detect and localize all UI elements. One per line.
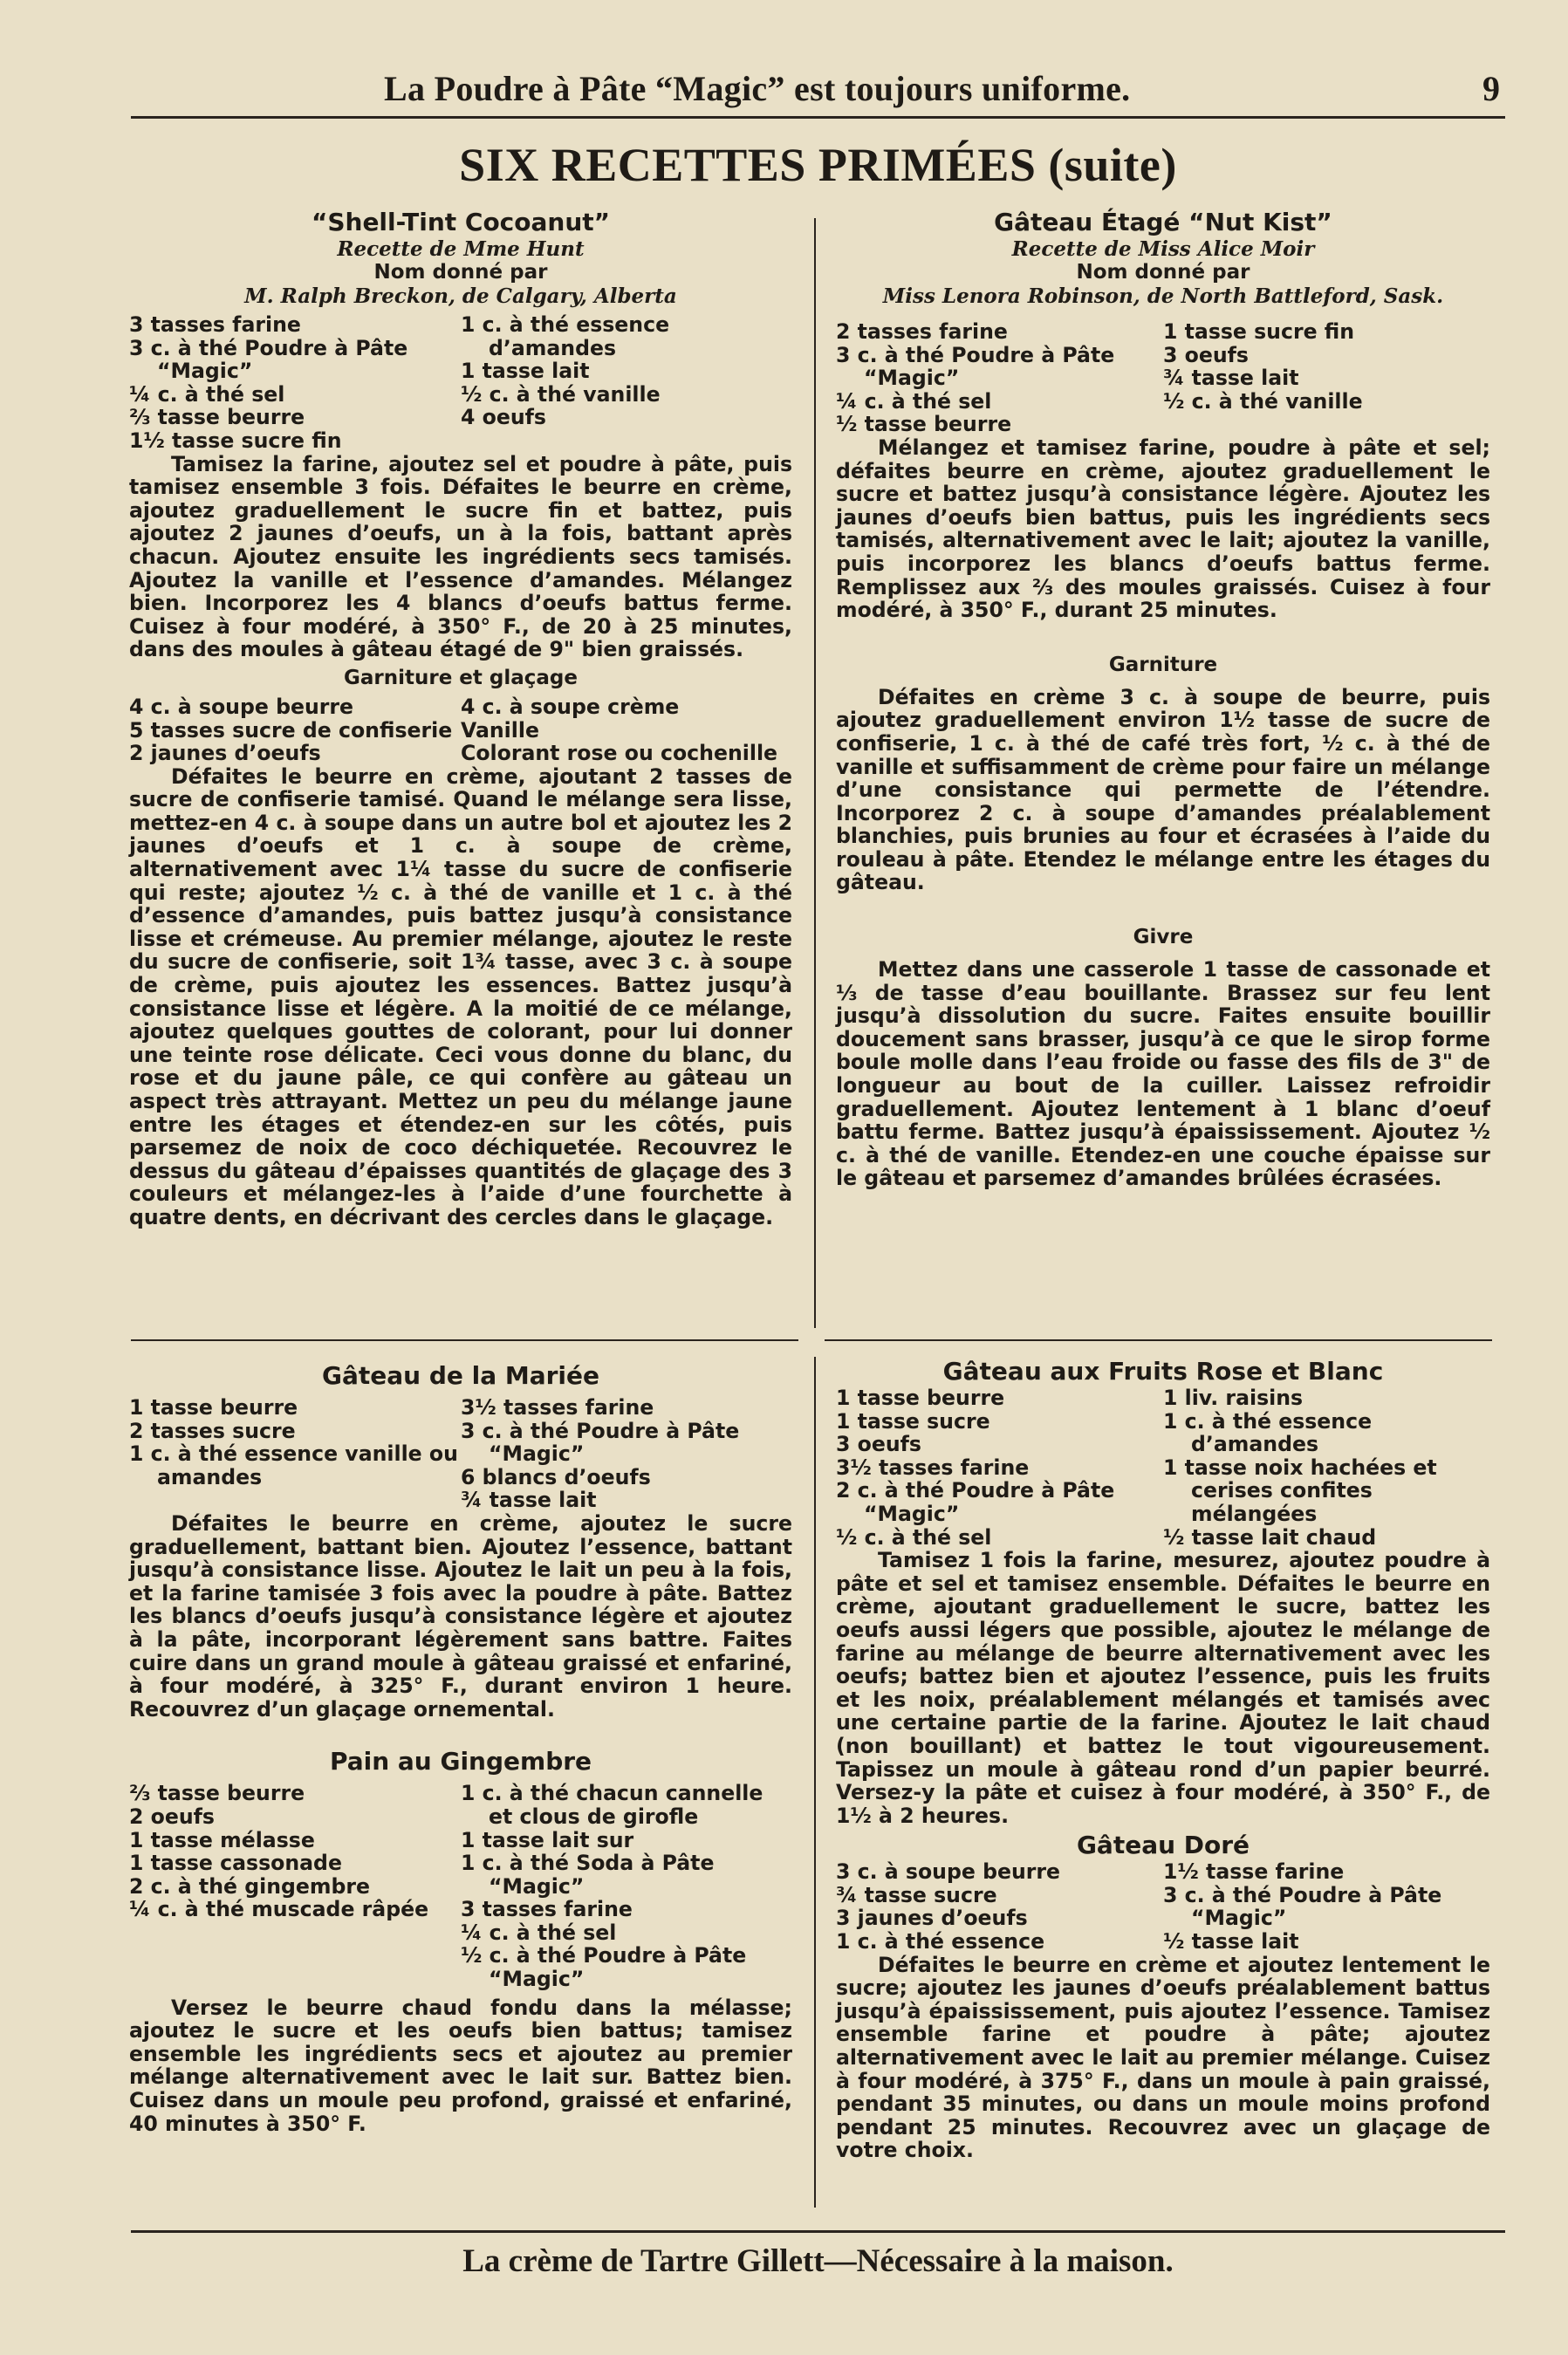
ingredient: 1 c. à thé essence d’amandes (1163, 1408, 1373, 1457)
ingredient: ½ c. à thé sel (836, 1524, 992, 1550)
garnish-method: Défaites le beurre en crème, ajoutant 2 tasses de sucre de confiserie tamisé. Quand le mélange sera lisse, mettez-en 4 c. à soupe dans un autre bol et ajoutez les 2 jaunes d’oeufs et 1 c. à soupe de crème, alternativement avec 1¼ tasse du sucre de confiserie qui reste; ajoutez ½ c. à thé de vanille et 1 c. à thé d’essence d’amandes, puis battez jusqu’à consistance lisse et crémeuse. Au premier mélange, ajoutez le reste du sucre de confiserie, soit 1¾ tasse, avec 3 c. à soupe de crème, puis ajoutez les essences. Battez jusqu’à consistance lisse et légère. A la moitié de ce mélange, ajoutez quelques gouttes de colorant, pour lui donner une teinte rose délicate. Ceci vous donne du blanc, du rose et du jaune pâle, ce qui confère au gâteau un aspect très attrayant. Mettez un peu du mélange jaune entre les étages et étendez-en sur les côtés, puis parsemez de noix de coco déchiquetée. Recouvrez le dessus du gâteau d’épaisses quantités de glaçage des 3 couleurs et mélangez-les à l’aide d’une fourchette à quatre dents, en décrivant des cercles dans le glaçage. (129, 763, 792, 1229)
ingredient: ½ c. à thé Poudre à Pâte “Magic” (461, 1943, 747, 1992)
garnish-title: Garniture (1108, 653, 1218, 676)
garnish-method: Défaites en crème 3 c. à soupe de beurre, puis ajoutez graduellement environ 1½ tasse de sucre de confiserie, 1 c. à thé de café très fort, ½ c. à thé de vanille et suffisamment de crème pour faire un mélange d’une consistance qui permette de l’étendre. Incorporez 2 c. à soupe d’amandes préalablement blanchies, puis brunies au four et écrasées à l’aide du rouleau à pâte. Etendez le mélange entre les étages du gâteau. (836, 684, 1490, 895)
ingredient: 1 tasse beurre (129, 1395, 298, 1420)
ingredient: 2 c. à thé gingembre (129, 1873, 370, 1899)
ingredient: 1 c. à thé essence d’amandes (461, 312, 670, 360)
recipe-credit: Recette de Mme Hunt (337, 237, 585, 261)
ingredient: 1½ tasse farine (1163, 1859, 1345, 1885)
ingredient: Colorant rose ou cochenille (461, 741, 778, 766)
recipe-column-bottom-left (129, 1361, 792, 2135)
running-title: La Poudre à Pâte “Magic” est toujours uniforme. (384, 69, 1131, 108)
ingredient: 6 blancs d’oeufs (461, 1464, 651, 1489)
ingredient: 3 c. à thé Poudre à Pâte “Magic” (461, 1418, 740, 1467)
ingredient: 2 tasses farine (836, 319, 1008, 344)
ingredient: 1 tasse lait (461, 359, 590, 384)
ingredient-list (836, 320, 1490, 436)
ingredient: 3 c. à thé Poudre à Pâte “Magic” (836, 342, 1115, 391)
ingredient: 3 tasses farine (461, 1897, 633, 1922)
ingredient: 1 tasse beurre (836, 1386, 1005, 1410)
ingredient: 1 c. à thé chacun cannelle et clous de girofle (461, 1781, 763, 1829)
ingredient: 3½ tasses farine (836, 1455, 1030, 1480)
recipe-credit-name: M. Ralph Breckon, de Calgary, Alberta (244, 284, 677, 308)
ingredient: 4 c. à soupe beurre (129, 694, 354, 719)
ingredient: 2 tasses sucre (129, 1418, 296, 1443)
footer-rule (131, 2230, 1505, 2233)
ingredient: 1 tasse mélasse (129, 1827, 315, 1852)
recipe-title: Gâteau Doré (1076, 1831, 1250, 1860)
ingredient: ¼ c. à thé sel (461, 1920, 617, 1945)
ingredient: 1 c. à thé essence vanille ou amandes (129, 1441, 458, 1489)
running-header (131, 68, 1505, 119)
garnish-title: Garniture et glaçage (343, 666, 578, 689)
column-divider-bottom (814, 1357, 816, 2208)
ingredient-list (129, 1782, 792, 1990)
ingredient-list (129, 313, 792, 453)
ingredient: ⅔ tasse beurre (129, 405, 305, 430)
recipe-title: Gâteau aux Fruits Rose et Blanc (942, 1357, 1384, 1386)
ingredient: 1 tasse cassonade (129, 1851, 342, 1876)
recipe-method: Versez le beurre chaud fondu dans la mélasse; ajoutez le sucre et les oeufs bien battus; tamisez ensemble les ingrédients secs et ajoutez au premier mélange alternativement avec le lait sur. Battez bien. Cuisez dans un moule peu profond, graissé et enfariné, 40 minutes à 350° F. (129, 1995, 792, 2136)
recipe-shell-tint-cocoanut (129, 208, 792, 1229)
ingredient: ⅔ tasse beurre (129, 1781, 305, 1806)
recipe-title: Gâteau Étagé “Nut Kist” (994, 208, 1332, 236)
recipe-credit-name: Miss Lenora Robinson, de North Battleford, Sask. (882, 284, 1444, 308)
ingredient: 2 oeufs (129, 1804, 215, 1829)
ingredient: 1½ tasse sucre fin (129, 428, 342, 453)
ingredient-list (836, 1860, 1490, 1953)
ingredient: Vanille (461, 717, 539, 743)
ingredient: ¾ tasse lait (1163, 366, 1299, 391)
ingredient: 4 c. à soupe crème (461, 694, 680, 719)
section-divider-right (825, 1339, 1492, 1341)
garnish-ingredient-list (129, 695, 792, 765)
page-title: SIX RECETTES PRIMÉES (suite) (459, 139, 1177, 191)
recipe-method: Tamisez la farine, ajoutez sel et poudre à pâte, puis tamisez ensemble 3 fois. Défaites le beurre en crème, ajoutez graduellement le sucre fin et battez, puis ajoutez 2 jaunes d’oeufs, un à la fois, battant après chacun. Ajoutez ensuite les ingrédients secs tamisés. Ajoutez la vanille et l’essence d’amandes. Mélangez bien. Incorporez les 4 blancs d’oeufs battus ferme. Cuisez à four modéré, à 350° F., de 20 à 25 minutes, dans des moules à gâteau étagé de 9" bien graissés. (129, 451, 792, 662)
ingredient: 1 liv. raisins (1163, 1386, 1304, 1410)
ingredient: 3 oeufs (836, 1432, 921, 1457)
ingredient: ¾ tasse sucre (836, 1882, 997, 1907)
ingredient: ½ c. à thé vanille (461, 381, 661, 407)
footer-slogan: La crème de Tartre Gillett—Nécessaire à la maison. (462, 2243, 1174, 2279)
column-divider-top (814, 218, 816, 1328)
ingredient: 3½ tasses farine (461, 1395, 654, 1420)
ingredient: ½ tasse lait (1163, 1929, 1299, 1955)
ingredient: 3 c. à soupe beurre (836, 1859, 1061, 1885)
ingredient: ¼ c. à thé muscade râpée (129, 1897, 429, 1922)
ingredient: 3 jaunes d’oeufs (836, 1906, 1028, 1931)
ingredient: 1 tasse lait sur (461, 1827, 634, 1852)
ingredient: ¼ c. à thé sel (129, 381, 285, 407)
recipe-nut-kist (836, 208, 1490, 1190)
ingredient: 1 c. à thé Soda à Pâte “Magic” (461, 1851, 715, 1899)
ingredient: 3 oeufs (1163, 342, 1249, 367)
ingredient: ½ tasse lait chaud (1163, 1524, 1377, 1550)
recipe-credit: Recette de Miss Alice Moir (1011, 237, 1315, 261)
recipe-method: Défaites le beurre en crème et ajoutez lentement le sucre; ajoutez les jaunes d’oeufs préalablement battus jusqu’à épaississement, puis ajoutez l’essence. Tamisez ensemble farine et poudre à pâte; ajoutez alternativement avec le lait au premier mélange. Cuisez à four modéré, à 375° F., dans un moule à pain graissé, pendant 35 minutes, ou dans un moule moins profond pendant 25 minutes. Recouvrez avec un glaçage de votre choix. (836, 1952, 1490, 2163)
recipe-method: Tamisez 1 fois la farine, mesurez, ajoutez poudre à pâte et sel et tamisez ensemble. Défaites le beurre en crème, ajoutant graduellement le sucre, battez les oeufs aussi légers que possible, ajoutez le mélange de farine au mélange de beurre alternativement avec les oeufs; battez bien et ajoutez l’essence, puis les fruits et les noix, préalablement mélangés et tamisés avec une certaine partie de la farine. Ajoutez le lait chaud (non bouillant) et battez le tout vigoureusement. Tapissez un moule à gâteau rond d’un papier beurré. Versez-y la pâte et cuisez à four modéré, à 350° F., de 1½ à 2 heures. (836, 1548, 1490, 1828)
ingredient: 5 tasses sucre de confiserie (129, 717, 453, 743)
recipe-method: Défaites le beurre en crème, ajoutez le sucre graduellement, battant bien. Ajoutez l’essence, battant jusqu’à consistance lisse. Ajoutez le lait un peu à la fois, et la farine tamisée 3 fois avec la poudre à pâte. Battez les blancs d’oeufs jusqu’à consistance légère et ajoutez à la pâte, incorporant légèrement sans battre. Faites cuire dans un grand moule à gâteau graissé et enfariné, à four modéré, à 325° F., durant environ 1 heure. Recouvrez d’un glaçage ornemental. (129, 1510, 792, 1722)
ingredient: 2 jaunes d’oeufs (129, 741, 321, 766)
icing-title: Givre (1133, 926, 1194, 949)
ingredient: 3 c. à thé Poudre à Pâte “Magic” (129, 335, 408, 384)
ingredient: 3 tasses farine (129, 312, 301, 337)
ingredient: 3 c. à thé Poudre à Pâte “Magic” (1163, 1882, 1442, 1931)
ingredient: 2 c. à thé Poudre à Pâte “Magic” (836, 1478, 1115, 1526)
ingredient-list (129, 1396, 792, 1512)
ingredient: 1 tasse noix hachées et cerises confites mélangées (1163, 1455, 1437, 1526)
recipe-title: Gâteau de la Mariée (322, 1361, 599, 1390)
page-number: 9 (1482, 69, 1500, 108)
ingredient: 1 c. à thé essence (836, 1929, 1045, 1955)
icing-method: Mettez dans une casserole 1 tasse de cassonade et ⅓ de tasse d’eau bouillante. Brassez sur feu lent jusqu’à dissolution du sucre. Faites ensuite bouillir doucement sans brasser, jusqu’à ce que le sirop forme boule molle dans l’eau froide ou fasse des fils de 3" de longueur au bout de la cuiller. Laissez refroidir graduellement. Ajoutez lentement à 1 blanc d’oeuf battu ferme. Battez jusqu’à épaississement. Ajoutez ½ c. à thé de vanille. Etendez-en une couche épaisse sur le gâteau et parsemez d’amandes brûlées écrasées. (836, 957, 1490, 1191)
ingredient: ½ c. à thé vanille (1163, 388, 1363, 414)
recipe-credit-note: Nom donné par (373, 261, 548, 284)
ingredient: ¾ tasse lait (461, 1488, 597, 1513)
recipe-title: Pain au Gingembre (329, 1747, 592, 1777)
ingredient: 4 oeufs (461, 405, 546, 430)
recipe-credit-note: Nom donné par (1076, 261, 1250, 284)
section-divider-left (131, 1339, 798, 1341)
recipe-column-bottom-right (836, 1357, 1490, 2162)
ingredient-list (836, 1386, 1490, 1549)
ingredient: 1 tasse sucre fin (1163, 319, 1355, 344)
ingredient: ¼ c. à thé sel (836, 388, 992, 414)
ingredient: 1 tasse sucre (836, 1408, 990, 1434)
ingredient: ½ tasse beurre (836, 412, 1012, 437)
recipe-method: Mélangez et tamisez farine, poudre à pâte et sel; défaites beurre en crème, ajoutez graduellement le sucre et battez jusqu’à consistance légère. Ajoutez les jaunes d’oeufs bien battus, puis les ingrédients secs tamisés, alternativement avec le lait; ajoutez la vanille, puis incorporez les blancs d’oeufs battus ferme. Remplissez aux ⅔ des moules graissés. Cuisez à four modéré, à 350° F., durant 25 minutes. (836, 435, 1490, 623)
recipe-title: “Shell-Tint Cocoanut” (311, 208, 611, 236)
